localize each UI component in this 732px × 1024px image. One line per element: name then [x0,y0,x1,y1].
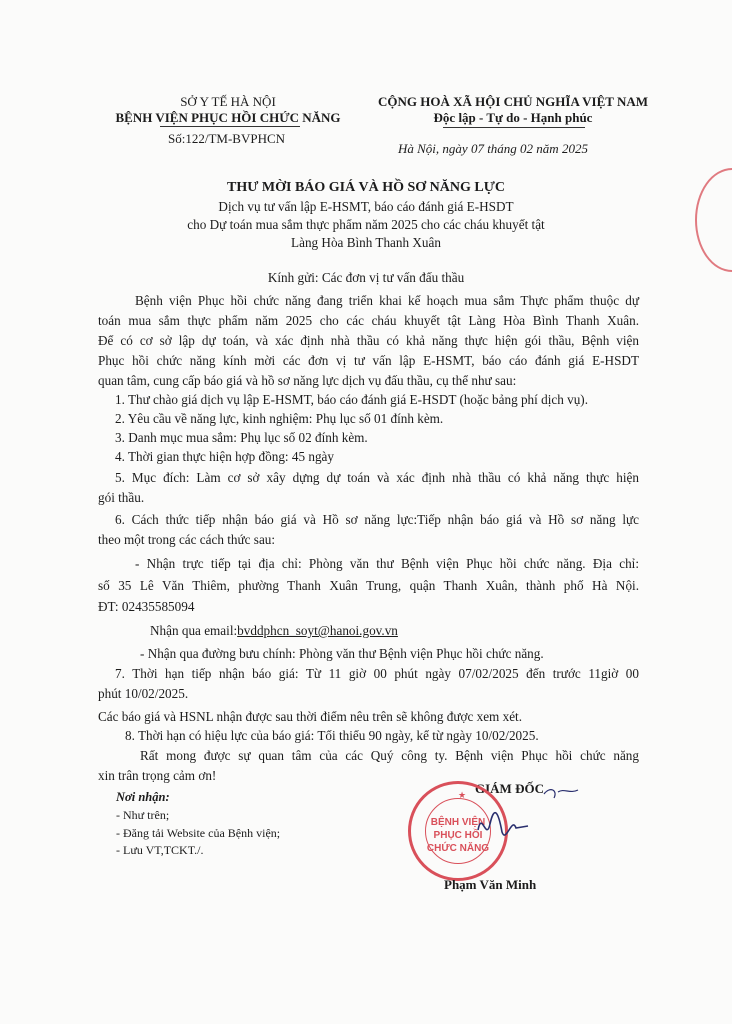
header-underline-left [160,126,300,127]
item-6-line-2: theo một trong các cách thức sau: [98,532,276,547]
item-1: 1. Thư chào giá dịch vụ lập E-HSMT, báo cáo đánh giá E-HSDT (hoặc bảng phí dịch vụ). [115,392,588,407]
handwritten-signature [468,780,588,860]
item-3: 3. Danh mục mua sắm: Phụ lục số 02 đính kèm. [115,430,368,445]
header-underline-right [443,127,585,128]
intro-line-4: Phục hồi chức năng kính mời các đơn vị tư vấn lập E-HSMT, báo cáo đánh giá E-HSDT [98,353,639,368]
stamp-star-icon: ★ [458,790,467,800]
item-2: 2. Yêu cầu về năng lực, kinh nghiệm: Phụ lục số 01 đính kèm. [115,411,444,426]
intro-line-1: Bệnh viện Phục hồi chức năng đang triển khai kế hoạch mua sắm Thực phẩm thuộc dự [135,293,639,308]
recipient-item-1: - Như trên; [116,808,170,822]
title-subline-3: Làng Hòa Bình Thanh Xuân [291,235,441,250]
agency-name: SỞ Y TẾ HÀ NỘI [180,94,276,109]
intro-line-3: Để có cơ sở lập dự toán, và xác định nhà thầu có khả năng thực hiện gói thầu, Bệnh viện [98,333,639,348]
deadline-note: Các báo giá và HSNL nhận được sau thời điểm nêu trên sẽ không được xem xét. [98,709,523,724]
edge-stamp-partial [695,168,732,272]
item-7-line-1: 7. Thời hạn tiếp nhận báo giá: Từ 11 giờ 00 phút ngày 07/02/2025 đến trước 11giờ 00 [115,666,639,681]
doc-number: Số:122/TM-BVPHCN [168,131,286,146]
stamp-line-2: PHỤC HỒI [433,830,483,841]
title-subline-2: cho Dự toán mua sắm thực phẩm năm 2025 cho các cháu khuyết tật [187,217,545,232]
item-6-line-1: 6. Cách thức tiếp nhận báo giá và Hồ sơ năng lực:Tiếp nhận báo giá và Hồ sơ năng lực [115,512,639,527]
recipients-heading: Nơi nhận: [116,790,170,804]
item-6-email-line [150,623,398,639]
recipient-item-3: - Lưu VT,TCKT./. [116,843,204,857]
item-7-line-2: phút 10/02/2025. [98,686,189,701]
intro-line-2: toán mua sắm thực phẩm năm 2025 cho các cháu khuyết tật Làng Hòa Bình Thanh Xuân. [98,313,639,328]
item-6-direct: - Nhận trực tiếp tại địa chỉ: Phòng văn thư Bệnh viện Phục hồi chức năng. Địa chỉ: [135,556,639,571]
item-6-post: - Nhận qua đường bưu chính: Phòng văn thư Bệnh viện Phục hồi chức năng. [140,646,544,661]
motto: Độc lập - Tự do - Hạnh phúc [433,110,593,125]
email-link[interactable]: bvddphcn_soyt@hanoi.gov.vn [237,623,398,638]
closing-line-2: xin trân trọng cảm ơn! [98,768,217,783]
hospital-name: BỆNH VIỆN PHỤC HỒI CHỨC NĂNG [115,110,341,125]
recipient-item-2: - Đăng tải Website của Bệnh viện; [116,826,281,840]
intro-line-5: quan tâm, cung cấp báo giá và hồ sơ năng lực dịch vụ đấu thầu, cụ thể như sau: [98,373,517,388]
item-6-address: số 35 Lê Văn Thiêm, phường Thanh Xuân Trung, quận Thanh Xuân, thành phố Hà Nội. [98,578,639,593]
title-subline-1: Dịch vụ tư vấn lập E-HSMT, báo cáo đánh giá E-HSDT [218,199,514,214]
signer-title: GIÁM ĐỐC [475,781,544,796]
signer-name: Phạm Văn Minh [444,877,537,892]
date-line: Hà Nội, ngày 07 tháng 02 năm 2025 [398,141,588,156]
country-name: CỘNG HOÀ XÃ HỘI CHỦ NGHĨA VIỆT NAM [377,94,649,109]
stamp-line-3: CHỨC NĂNG [426,843,490,854]
item-4: 4. Thời gian thực hiện hợp đồng: 45 ngày [115,449,335,464]
stamp-line-1: BỆNH VIỆN [430,817,486,828]
closing-line-1: Rất mong được sự quan tâm của các Quý công ty. Bệnh viện Phục hồi chức năng [140,748,639,763]
item-6-phone: ĐT: 02435585094 [98,599,195,614]
letter-title: THƯ MỜI BÁO GIÁ VÀ HỒ SƠ NĂNG LỰC [227,180,505,195]
email-prefix: Nhận qua email: [150,623,238,638]
recipient-line: Kính gửi: Các đơn vị tư vấn đấu thầu [267,270,465,285]
item-5-line-1: 5. Mục đích: Làm cơ sở xây dựng dự toán và xác định nhà thầu có khả năng thực hiện [115,470,639,485]
item-5-line-2: gói thầu. [98,490,145,505]
item-8: 8. Thời hạn có hiệu lực của báo giá: Tối thiểu 90 ngày, kể từ ngày 10/02/2025. [125,728,539,743]
